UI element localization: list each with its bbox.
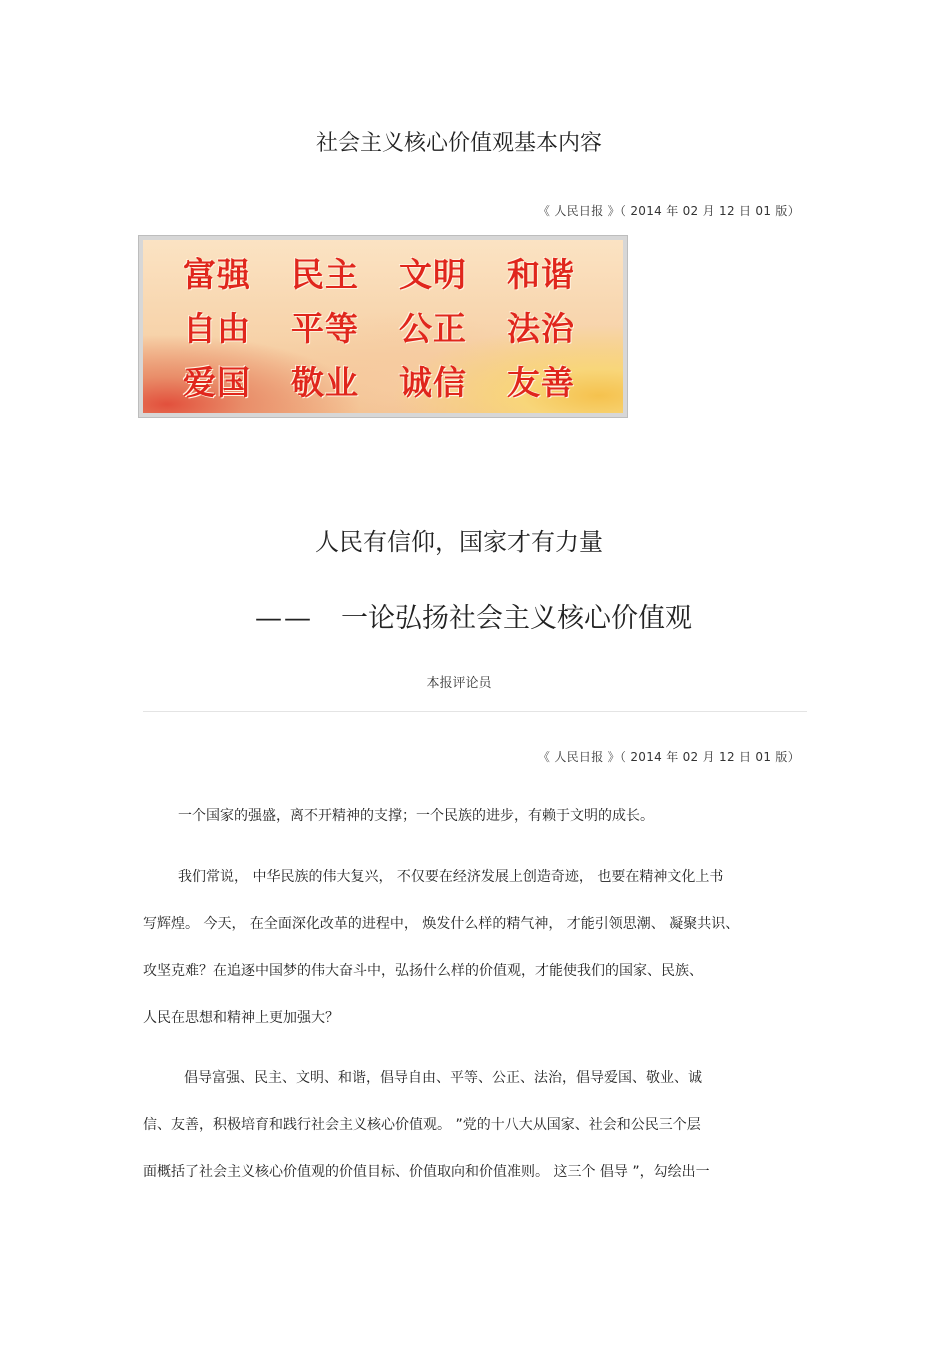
core-values-banner — [138, 235, 628, 418]
banner-word: 敬业 — [291, 363, 359, 402]
paragraph-line: 信、友善，积极培育和践行社会主义核心价值观。 ”党的十八大从国家、社会和公民三个层 — [143, 1117, 701, 1133]
paragraph-line: 我们常说， 中华民族的伟大复兴， 不仅要在经济发展上创造奇迹， 也要在精神文化上书 — [178, 869, 724, 885]
paragraph-line: 人民在思想和精神上更加强大？ — [143, 1010, 339, 1026]
article-subtitle — [255, 596, 692, 635]
article-headline: 人民有信仰，国家才有力量 — [315, 528, 603, 556]
banner-word: 法治 — [507, 309, 575, 348]
article-author: 本报评论员 — [426, 676, 492, 691]
document-title: 社会主义核心价值观基本内容 — [315, 131, 602, 156]
banner-word: 民主 — [291, 255, 359, 294]
banner-word: 富强 — [183, 255, 251, 294]
banner-word: 文明 — [399, 255, 467, 294]
banner-word: 公正 — [399, 309, 467, 348]
banner-word: 诚信 — [399, 363, 467, 402]
banner-word: 和谐 — [507, 255, 575, 294]
divider — [143, 711, 807, 712]
banner-image — [143, 240, 623, 413]
source-line-top: 《 人民日报 》（ 2014 年 02 月 12 日 01 版） — [537, 204, 800, 218]
banner-word: 友善 — [507, 363, 575, 402]
banner-word: 爱国 — [183, 363, 251, 402]
paragraph-line: 攻坚克难？在追逐中国梦的伟大奋斗中，弘扬什么样的价值观，才能使我们的国家、民族、 — [143, 963, 703, 979]
banner-word: 自由 — [183, 309, 251, 348]
subtitle-text: 一论弘扬社会主义核心价值观 — [341, 603, 692, 634]
paragraph-line: 面概括了社会主义核心价值观的价值目标、价值取向和价值准则。 这三个 倡导 ”，勾绘出一 — [143, 1164, 710, 1180]
banner-word: 平等 — [291, 309, 359, 348]
subtitle-dash: —— — [255, 603, 313, 634]
paragraph-line: 写辉煌。 今天， 在全面深化改革的进程中， 焕发什么样的精气神， 才能引领思潮、 凝聚共识、 — [143, 916, 740, 932]
source-line-article: 《 人民日报 》（ 2014 年 02 月 12 日 01 版） — [537, 750, 800, 764]
banner-word-grid — [183, 248, 615, 410]
paragraph-line: 倡导富强、民主、文明、和谐，倡导自由、平等、公正、法治，倡导爱国、敬业、诚 — [184, 1070, 702, 1086]
paragraph-line: 一个国家的强盛，离不开精神的支撑；一个民族的进步，有赖于文明的成长。 — [178, 808, 654, 824]
